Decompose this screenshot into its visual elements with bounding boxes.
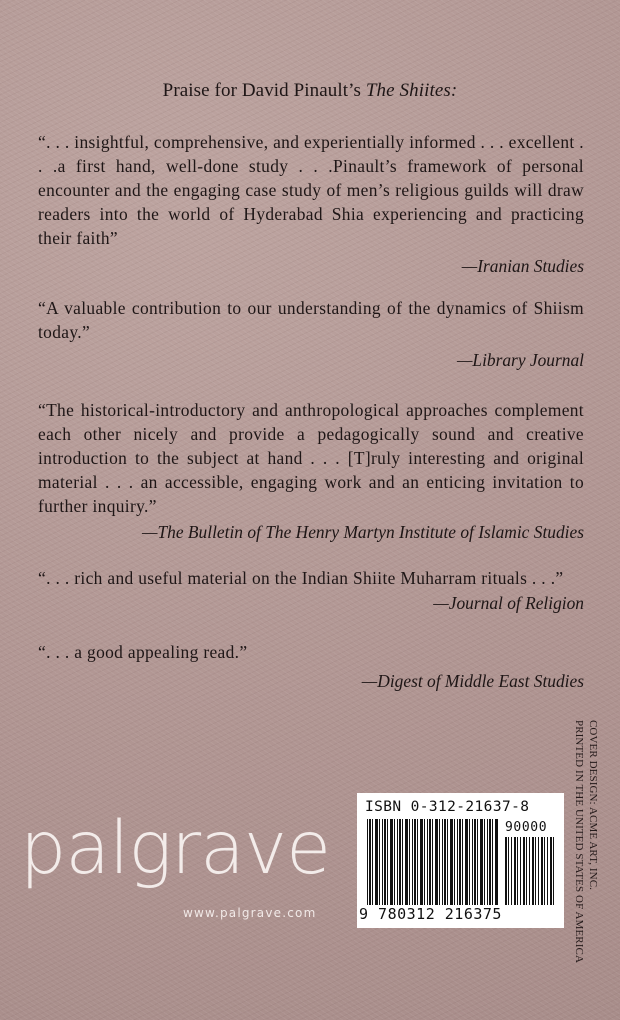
review-source: —Iranian Studies	[461, 256, 584, 276]
review-source: —Journal of Religion	[433, 593, 584, 613]
printed-in-credit: PRINTED IN THE UNITED STATES OF AMERICA	[573, 720, 585, 963]
ean-number: 9 780312 216375	[359, 905, 502, 923]
review-digest-middle-east	[38, 640, 584, 693]
barcode-addon-bars	[505, 837, 555, 905]
publisher-logo: palgrave	[20, 806, 331, 891]
review-quote: “. . . insightful, comprehensive, and experientially informed . . . excellent . . .a first hand, well-done study . . .Pinault’s framework of personal encounter and the engaging case study of men’s religious guilds will draw readers into the world of Hyderabad Shia experiencing and practicing their faith”	[38, 132, 584, 248]
isbn-number: ISBN 0-312-21637-8	[365, 799, 530, 815]
review-quote: “A valuable contribution to our understanding of the dynamics of Shiism today.”	[38, 298, 584, 342]
review-quote: “. . . a good appealing read.”	[38, 642, 248, 662]
publisher-url: www.palgrave.com	[183, 906, 317, 920]
review-iranian-studies	[38, 130, 584, 278]
price-code: 90000	[505, 820, 548, 835]
review-quote: “. . . rich and useful material on the Indian Shiite Muharram rituals . . .”	[38, 568, 564, 588]
cover-design-credit: COVER DESIGN: ACME ART, INC.	[587, 720, 599, 891]
title-prefix: Praise for David Pinault’s	[162, 80, 366, 101]
isbn-barcode	[357, 793, 564, 928]
review-quote: “The historical-introductory and anthropological approaches complement each other nicely and provide a pedagogically sound and creative introduction to the subject at hand . . . [T]ruly interesting and original material . . . an accessible, engaging work and an enticing invitation to further inquiry.”	[38, 400, 584, 516]
barcode-bars	[367, 819, 498, 905]
review-journal-of-religion	[38, 566, 584, 615]
review-library-journal	[38, 296, 584, 372]
review-source: —Library Journal	[456, 350, 584, 370]
review-source: —The Bulletin of The Henry Martyn Institute of Islamic Studies	[142, 522, 584, 542]
review-source: —Digest of Middle East Studies	[361, 671, 584, 691]
book-title: The Shiites:	[365, 80, 458, 101]
cover-credits	[572, 720, 600, 963]
page-title	[0, 80, 620, 102]
review-henry-martyn-bulletin	[38, 398, 584, 544]
